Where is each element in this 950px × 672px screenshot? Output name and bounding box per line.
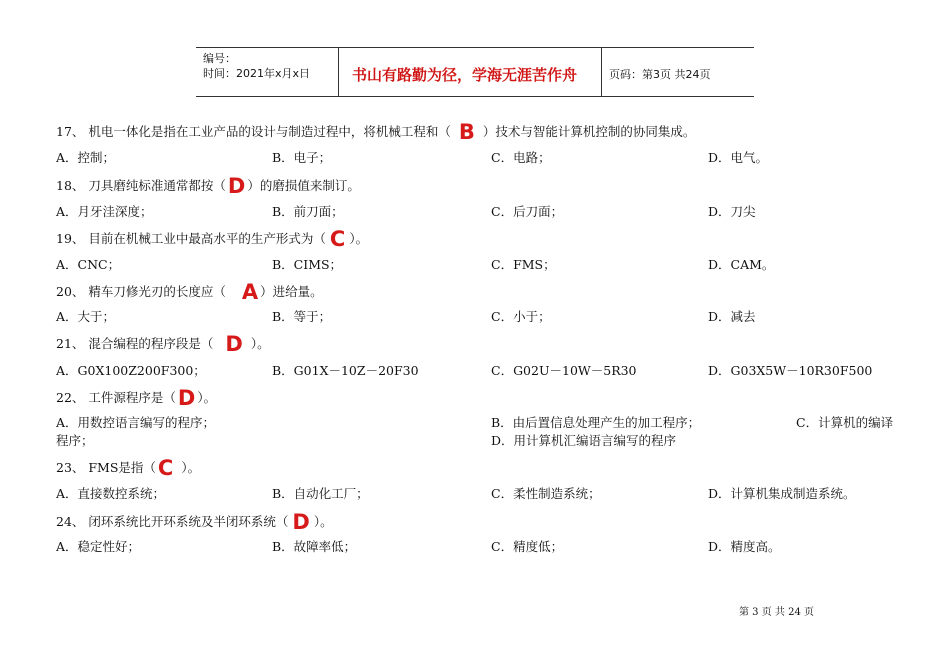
answer-mark: D [292,510,310,534]
option-a: A．用数控语言编写的程序； [56,415,216,430]
option-b: B．故障率低； [272,539,357,554]
option-b: B．由后置信息处理产生的加工程序； [491,415,701,430]
option-b: B．等于； [272,309,332,324]
option-a: A．直接数控系统； [56,486,166,501]
question-18 [56,174,360,198]
question-text-end: ）。 [197,390,217,405]
option-c: C．精度低； [491,539,564,554]
option-d: D．计算机集成制造系统。 [708,486,856,501]
doc-number-label: 编号： [203,52,236,65]
option-c: C．柔性制造系统； [491,486,601,501]
question-19 [56,227,368,251]
option-d: D．减去 [708,309,756,324]
question-text-end: ）进给量。 [260,284,323,299]
question-text-end: ）技术与智能计算机控制的协同集成。 [482,124,696,139]
answer-mark: C [329,227,346,251]
question-17 [56,120,695,144]
doc-time-label: 时间：2021年x月x日 [203,67,311,80]
option-b: B．自动化工厂； [272,486,369,501]
option-d: D．刀尖 [708,204,756,219]
answer-mark: A [241,280,259,304]
question-text-end: ）。 [250,336,270,351]
header-top-rule [196,47,754,48]
option-c: C．电路； [491,150,551,165]
option-b: B．前刀面； [272,204,344,219]
question-text-end: ）。 [181,460,201,475]
option-d: D．精度高。 [708,539,781,554]
question-text: 18、 刀具磨纯标准通常都按（ [56,178,226,193]
option-c: C．FMS； [491,257,556,272]
page-footer: 第 3 页 共 24 页 [739,607,814,618]
question-text: 19、 目前在机械工业中最高水平的生产形式为（ [56,231,326,246]
question-text: 23、 FMS是指（ [56,460,156,475]
option-b: B．CIMS； [272,257,343,272]
option-a: A．月牙洼深度； [56,204,153,219]
header-divider-right [601,47,602,97]
answer-mark: C [157,456,174,480]
option-c: C．后刀面； [491,204,564,219]
question-text-end: ）的磨损值来制订。 [247,178,360,193]
option-a: A．CNC； [56,257,121,272]
question-text: 21、 混合编程的程序段是（ [56,336,214,351]
header-bottom-rule [196,96,754,97]
option-a: A．稳定性好； [56,539,141,554]
answer-mark: D [227,174,246,198]
option-b: B．G01X－10Z－20F30 [272,363,419,378]
option-d: D．G03X5W－10R30F500 [708,363,873,378]
header-motto: 书山有路勤为径，学海无涯苦作舟 [352,66,578,84]
option-d: D．用计算机汇编语言编写的程序 [491,433,677,448]
question-text-end: ）。 [349,231,369,246]
option-c-continuation: 程序； [56,433,94,448]
question-21 [56,332,270,356]
answer-mark: B [458,120,475,144]
option-c: C．计算机的编译 [796,415,894,430]
option-c: C．小于； [491,309,551,324]
question-23 [56,456,200,480]
question-text: 20、 精车刀修光刃的长度应（ [56,284,226,299]
option-c: C．G02U－10W－5R30 [491,363,637,378]
question-text: 17、 机电一体化是指在工业产品的设计与制造过程中，将机械工程和（ [56,124,451,139]
question-20 [56,280,323,304]
answer-mark: D [225,332,243,356]
option-b: B．电子； [272,150,332,165]
option-a: A．大于； [56,309,116,324]
option-d: D．电气。 [708,150,769,165]
question-text-end: ）。 [313,514,333,529]
question-text: 22、 工件源程序是（ [56,390,176,405]
option-a: A．G0X100Z200F300； [56,363,206,378]
question-text: 24、 闭环系统比开环系统及半闭环系统（ [56,514,289,529]
question-24 [56,510,333,534]
option-d: D．CAM。 [708,257,775,272]
question-22 [56,386,216,410]
header-divider-left [338,47,339,97]
page-indicator: 页码：第3页 共24页 [609,68,711,81]
option-a: A．控制； [56,150,116,165]
answer-mark: D [177,386,196,410]
